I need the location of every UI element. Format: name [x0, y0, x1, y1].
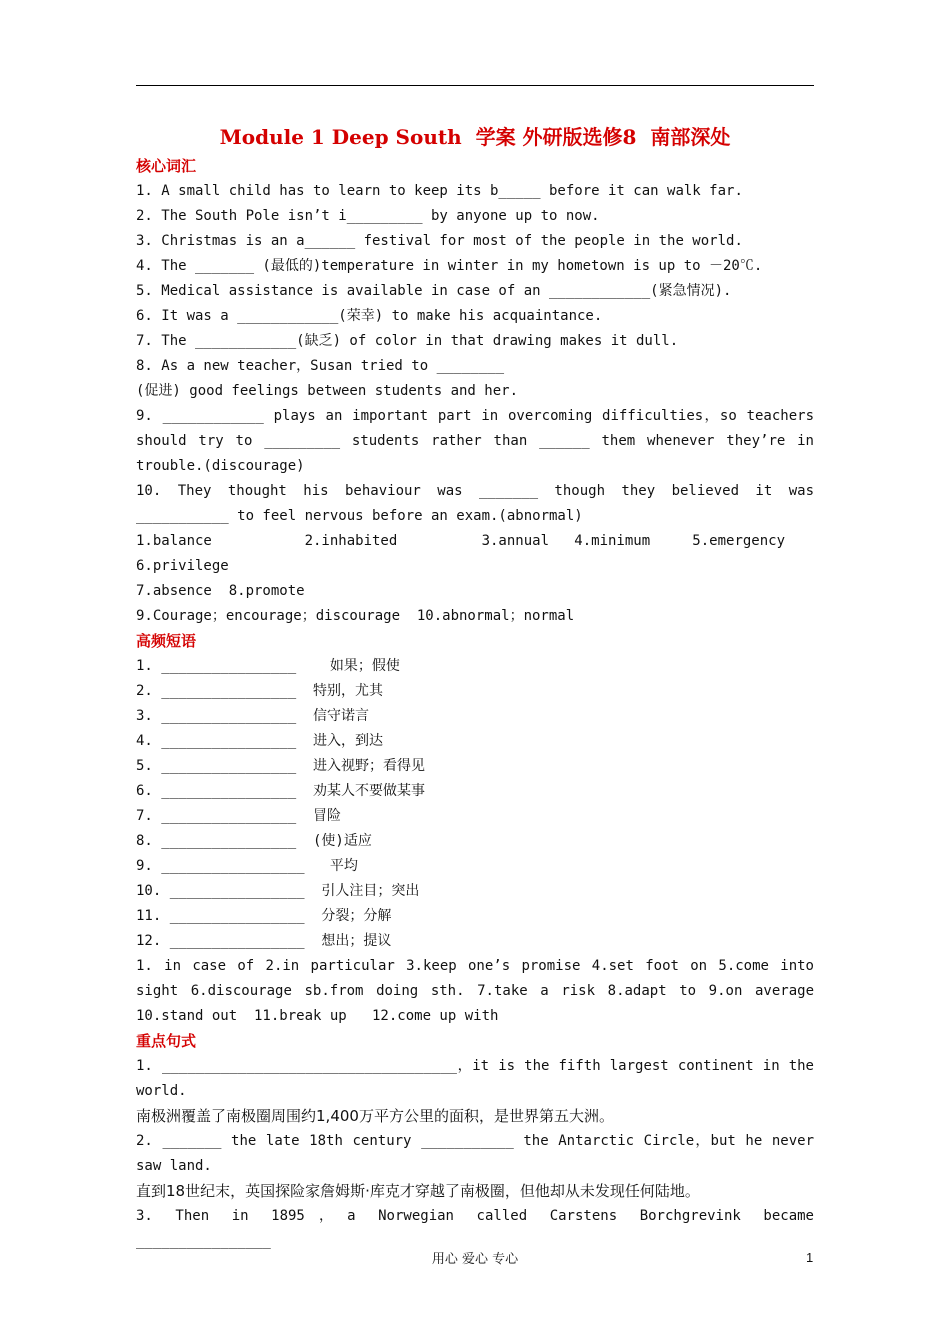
- exercise-line: trouble.(discourage): [136, 458, 305, 474]
- sentence-line: 2. _______ the late 18th century ___________ the Antarctic Circle，but he never: [136, 1133, 814, 1149]
- sentence-line: 直到18世纪末，英国探险家詹姆斯·库克才穿越了南极圈，但他却从未发现任何陆地。: [136, 1182, 700, 1200]
- exercise-line: 4. The _______ (最低的)temperature in winter in my hometown is up to －20℃.: [136, 258, 763, 274]
- sentence-list: [136, 1054, 814, 1249]
- phrase-answers: [136, 954, 814, 1029]
- phrase-item: 7. ________________ 冒险: [136, 808, 342, 824]
- exercise-line: 8. As a new teacher，Susan tried to ________: [136, 358, 505, 374]
- exercise-line: 7. The ____________(缺乏) of color in that drawing makes it dull.: [136, 333, 679, 349]
- exercise-line: 9.Courage；encourage；discourage 10.abnormal；normal: [136, 608, 575, 624]
- sentence-line: saw land.: [136, 1158, 212, 1174]
- sentence-line: 3. Then in 1895，a Norwegian called Carstens Borchgrevink became ________________: [136, 1208, 814, 1249]
- phrase-item: 6. ________________ 劝某人不要做某事: [136, 783, 426, 799]
- vocab-list: [136, 179, 814, 629]
- phrase-item: 5. ________________ 进入视野；看得见: [136, 758, 426, 774]
- page-number: 1: [806, 1250, 814, 1265]
- answer-line: sight 6.discourage sb.from doing sth. 7.take a risk 8.adapt to 9.on average: [136, 983, 814, 999]
- exercise-line: 5. Medical assistance is available in case of an ____________(紧急情况).: [136, 283, 732, 299]
- phrase-item: 12. ________________ 想出；提议: [136, 933, 392, 949]
- section-heading-vocab: 核心词汇: [136, 157, 197, 175]
- exercise-line: should try to _________ students rather than ______ them whenever they’re in: [136, 433, 814, 449]
- sentence-line: world.: [136, 1083, 187, 1099]
- sentence-line: 南极洲覆盖了南极圈周围约1,400万平方公里的面积，是世界第五大洲。: [136, 1107, 614, 1125]
- exercise-line: 6. It was a ____________(荣幸) to make his acquaintance.: [136, 308, 603, 324]
- exercise-line: 7.absence 8.promote: [136, 583, 305, 599]
- footer-motto: 用心 爱心 专心: [431, 1252, 519, 1267]
- exercise-line: 2. The South Pole isn’t i_________ by anyone up to now.: [136, 208, 600, 224]
- answer-line: 10.stand out 11.break up 12.come up with: [136, 1008, 499, 1024]
- phrase-item: 10. ________________ 引人注目；突出: [136, 883, 420, 899]
- phrase-item: 4. ________________ 进入，到达: [136, 733, 384, 749]
- document-body: [136, 120, 814, 1249]
- page-title: Module 1 Deep South 学案 外研版选修8 南部深处: [219, 125, 731, 149]
- sentence-line: 1. ___________________________________，it is the fifth largest continent in the: [136, 1058, 814, 1074]
- header-rule: [136, 85, 814, 86]
- exercise-line: 3. Christmas is an a______ festival for most of the people in the world.: [136, 233, 743, 249]
- phrase-item: 8. ________________ (使)适应: [136, 833, 372, 849]
- section-heading-phrases: 高频短语: [136, 632, 197, 650]
- exercise-line: 6.privilege: [136, 558, 229, 574]
- phrase-item: 11. ________________ 分裂；分解: [136, 908, 392, 924]
- exercise-line: 1. A small child has to learn to keep its b_____ before it can walk far.: [136, 183, 743, 199]
- phrase-item: 1. ________________ 如果；假使: [136, 658, 400, 674]
- phrase-item: 2. ________________ 特别，尤其: [136, 683, 384, 699]
- phrase-item: 9. _________________ 平均: [136, 858, 358, 874]
- answer-line: 1. in case of 2.in particular 3.keep one’s promise 4.set foot on 5.come into: [136, 958, 814, 974]
- phrase-item: 3. ________________ 信守诺言: [136, 708, 370, 724]
- exercise-line: ___________ to feel nervous before an exam.(abnormal): [136, 508, 583, 524]
- phrase-list: [136, 654, 814, 954]
- exercise-line: 9. ____________ plays an important part in overcoming difficulties，so teachers: [136, 408, 814, 424]
- exercise-line: (促进) good feelings between students and her.: [136, 383, 519, 399]
- section-heading-sentences: 重点句式: [136, 1032, 197, 1050]
- exercise-line: 1.balance 2.inhabited 3.annual 4.minimum 5.emergency: [136, 533, 786, 549]
- exercise-line: 10. They thought his behaviour was _______ though they believed it was: [136, 483, 814, 499]
